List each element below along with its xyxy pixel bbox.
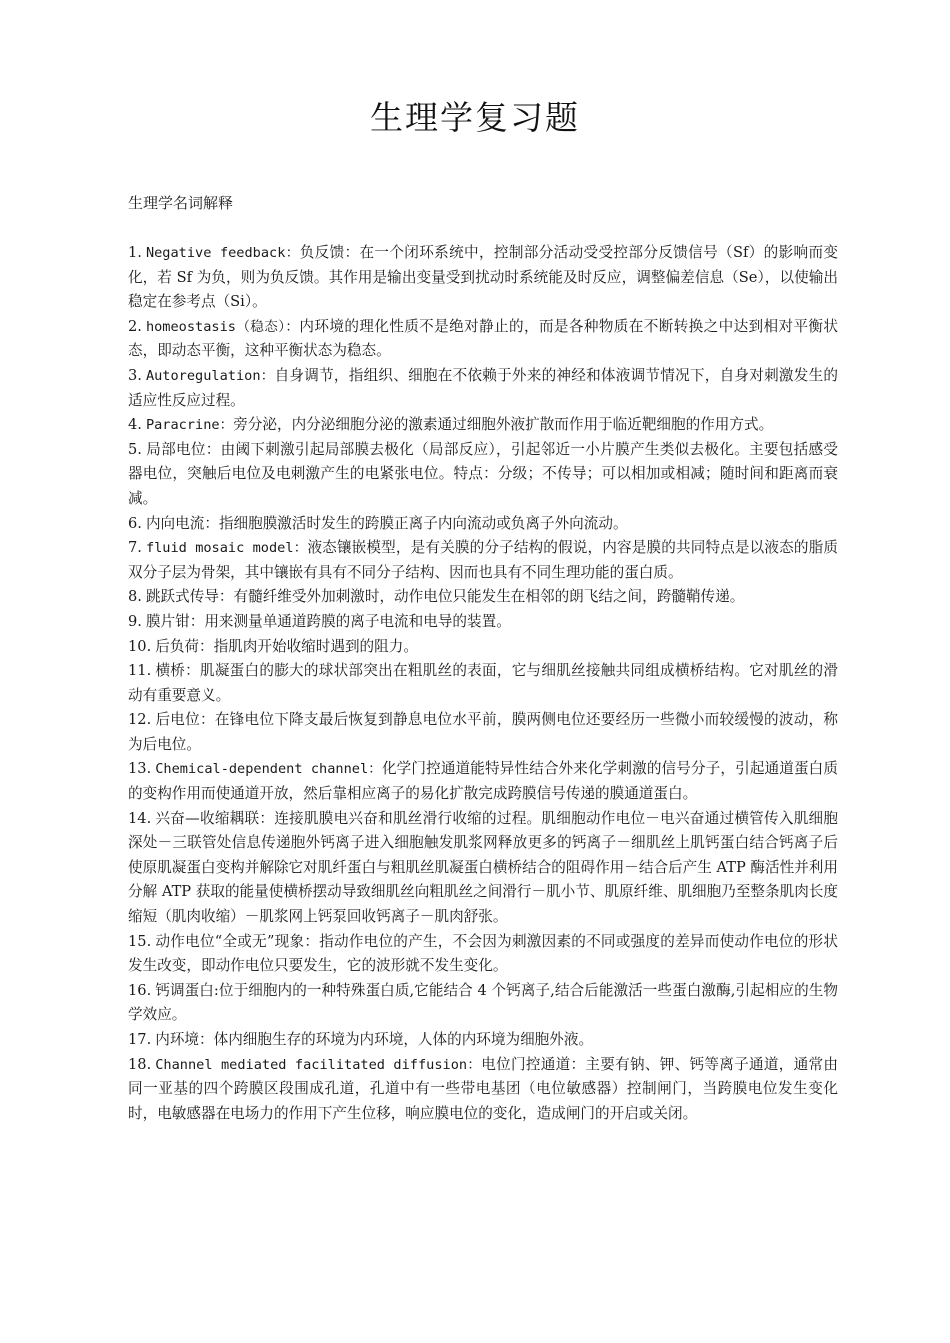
entry-term: 横桥： [155, 662, 200, 680]
entry-term: 钙调蛋白: [155, 981, 219, 999]
entry-number: 6. [128, 514, 142, 532]
definition-entry [128, 241, 838, 315]
entry-number: 9. [128, 612, 142, 630]
entry-number: 8. [128, 588, 142, 606]
entry-term: 内环境： [155, 1031, 214, 1048]
entry-definition: 肌凝蛋白的膨大的球状部突出在粗肌丝的表面，它与细肌丝接触共同组成横桥结构。它对肌丝的滑动有重要意义。 [128, 662, 838, 704]
entry-definition: 内环境的理化性质不是绝对静止的，而是各种物质在不断转换之中达到相对平衡状态，即动态平衡，这种平衡状态为稳态。 [128, 317, 838, 360]
entry-number: 15. [128, 932, 152, 950]
definition-entry [128, 979, 838, 1028]
entry-number: 3. [128, 366, 142, 384]
entry-term: Chemical-dependent channel： [155, 761, 382, 778]
entry-number: 14. [128, 809, 152, 827]
entry-definition: 用来测量单通道跨膜的离子电流和电导的装置。 [204, 612, 511, 630]
entry-term: Negative feedback： [145, 245, 300, 261]
entry-term: Paracrine： [145, 417, 234, 434]
definition-entry [128, 708, 838, 757]
entry-term: 后负荷： [155, 637, 214, 655]
definition-entry [128, 438, 838, 512]
entry-definition: 指动作电位的产生，不会因为刺激因素的不同或强度的差异而使动作电位的形状发生改变，即动作电位只要发生，它的波形就不发生变化。 [128, 932, 838, 975]
definition-entry [128, 585, 838, 610]
entry-definition: 连接肌膜电兴奋和肌丝滑行收缩的过程。肌细胞动作电位－电兴奋通过横管传入肌细胞深处－三联管处信息传递胞外钙离子进入细胞触发肌浆网释放更多的钙离子－细肌丝上肌钙蛋白结合钙离子后使原肌凝蛋白变构并解除它对肌纤蛋白与粗肌丝肌凝蛋白横桥结合的阻碍作用－结合后产生 ATP 酶活性并利用分解 ATP 获取的能量使横桥摆动导致细肌丝向粗肌丝之间滑行－肌小节、肌原纤维、肌细胞乃至整条肌肉长度缩短（肌肉收缩）－肌浆网上钙泵回收钙离子－肌肉舒张。 [128, 809, 838, 926]
entry-number: 1. [128, 244, 142, 261]
definition-entry [128, 364, 838, 413]
entry-term: 跳跃式传导： [145, 588, 234, 606]
definition-entry [128, 757, 838, 806]
definition-entry [128, 610, 838, 635]
definition-entry [128, 315, 838, 364]
definition-entry [128, 1028, 838, 1053]
entry-number: 5. [128, 440, 142, 458]
section-heading: 生理学名词解释 [128, 194, 234, 212]
definition-entry [128, 1053, 838, 1127]
entry-term: fluid mosaic model： [145, 540, 308, 557]
entry-definition: 位于细胞内的一种特殊蛋白质,它能结合 4 个钙离子,结合后能激活一些蛋白激酶,引起相应的生物学效应。 [128, 981, 839, 1024]
entry-term: Channel mediated facilitated diffusion： [155, 1056, 482, 1073]
entry-definition: 化学门控通道能特异性结合外来化学刺激的信号分子，引起通道蛋白质的变构作用而使通道开放，然后靠相应离子的易化扩散完成跨膜信号传递的膜通道蛋白。 [128, 760, 838, 803]
entry-definition: 液态镶嵌模型，是有关膜的分子结构的假说，内容是膜的共同特点是以液态的脂质双分子层为骨架，其中镶嵌有具有不同分子结构、因而也具有不同生理功能的蛋白质。 [128, 539, 838, 581]
definition-entry [128, 512, 838, 537]
document-title: 生理学复习题 [370, 98, 580, 137]
entry-definition: 在锋电位下降支最后恢复到静息电位水平前，膜两侧电位还要经历一些微小而较缓慢的波动，称为后电位。 [128, 711, 838, 753]
entry-definition: 负反馈：在一个闭环系统中，控制部分活动受受控部分反馈信号（Sf）的影响而变化，若 Sf 为负，则为负反馈。其作用是输出变量受到扰动时系统能及时反应，调整偏差信息（Se），以使输出稳定在参考点（Si）。 [128, 244, 838, 311]
entry-number: 17. [128, 1031, 152, 1048]
definition-entry [128, 807, 838, 930]
entry-term: 后电位： [155, 711, 215, 729]
definition-entry [128, 930, 838, 979]
entry-term: 动作电位“全或无”现象： [155, 932, 320, 950]
entry-number: 7. [128, 539, 142, 557]
entry-number: 2. [128, 317, 142, 335]
entry-number: 4. [128, 416, 142, 434]
entry-definition: 由阈下刺激引起局部膜去极化（局部反应），引起邻近一小片膜产生类似去极化。主要包括感受器电位，突触后电位及电刺激产生的电紧张电位。特点：分级；不传导；可以相加或相减；随时间和距离而衰减。 [128, 440, 838, 507]
entry-number: 18. [128, 1055, 152, 1073]
entry-term: 内向电流： [145, 514, 219, 532]
entry-definition: 旁分泌，内分泌细胞分泌的激素通过细胞外液扩散而作用于临近靶细胞的作用方式。 [233, 416, 774, 434]
definition-entry [128, 635, 838, 660]
entry-number: 12. [128, 711, 152, 729]
entry-definition: 有髓纤维受外加刺激时，动作电位只能发生在相邻的朗飞结之间，跨髓鞘传递。 [233, 588, 745, 606]
entry-definition: 体内细胞生存的环境为内环境，人体的内环境为细胞外液。 [213, 1031, 594, 1048]
entry-definition: 电位门控通道：主要有钠、钾、钙等离子通道，通常由同一亚基的四个跨膜区段围成孔道，孔道中有一些带电基团（电位敏感器）控制闸门，当跨膜电位发生变化时，电敏感器在电场力的作用下产生位移，响应膜电位的变化，造成闸门的开启或关闭。 [128, 1055, 838, 1122]
entry-number: 13. [128, 760, 152, 778]
definition-entry [128, 413, 838, 438]
entry-term: 膜片钳： [145, 612, 205, 630]
definition-entry [128, 659, 838, 708]
definition-entry [128, 536, 838, 585]
entry-number: 11. [128, 662, 152, 680]
entry-term: 局部电位： [145, 440, 221, 458]
entry-term: Autoregulation： [145, 367, 275, 384]
term-definition-list [128, 241, 838, 1126]
entry-definition: 指肌肉开始收缩时遇到的阻力。 [213, 637, 418, 655]
entry-term: 兴奋—收缩耦联： [155, 809, 275, 827]
entry-number: 16. [128, 981, 152, 999]
entry-definition: 指细胞膜激活时发生的跨膜正离子内向流动或负离子外向流动。 [218, 514, 628, 532]
entry-number: 10. [128, 637, 152, 655]
entry-term: homeostasis（稳态）： [145, 318, 300, 335]
entry-definition: 自身调节，指组织、细胞在不依赖于外来的神经和体液调节情况下，自身对刺激发生的适应性反应过程。 [128, 366, 838, 409]
